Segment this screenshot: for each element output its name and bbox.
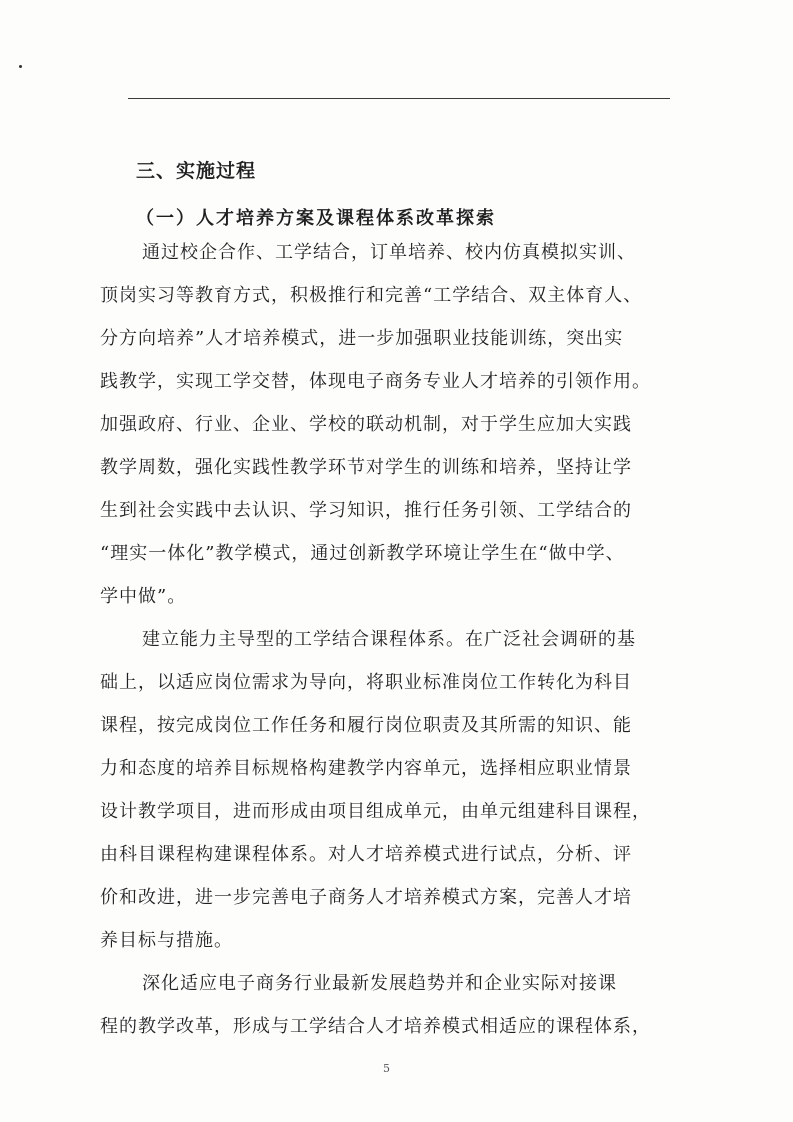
section-title: 三、实施过程 (136, 160, 257, 182)
paragraph-line: 课程，按完成岗位工作任务和履行岗位职责及其所需的知识、能 (100, 715, 632, 736)
paragraph-line: 力和态度的培养目标规格构建教学内容单元，选择相应职业情景 (100, 758, 632, 779)
paragraph-line: 程的教学改革，形成与工学结合人才培养模式相适应的课程体系， (100, 1016, 651, 1037)
page-number: 5 (383, 1062, 390, 1075)
paragraph-line: 学中做”。 (100, 586, 187, 607)
paragraph-line: 础上，以适应岗位需求为导向，将职业标准岗位工作转化为科目 (100, 672, 632, 693)
paragraph-line: 顶岗实习等教育方式，积极推行和完善“工学结合、双主体育人、 (100, 285, 643, 306)
paragraph-line: “理实一体化”教学模式，通过创新教学环境让学生在“做中学、 (100, 543, 625, 564)
paragraph-line: 加强政府、行业、企业、学校的联动机制，对于学生应加大实践 (100, 414, 632, 435)
paragraph-line: 建立能力主导型的工学结合课程体系。在广泛社会调研的基 (142, 629, 636, 650)
paragraph-line: 教学周数，强化实践性教学环节对学生的训练和培养，坚持让学 (100, 457, 632, 478)
paragraph-line: 践教学，实现工学交替，体现电子商务专业人才培养的引领作用。 (100, 371, 651, 392)
scan-speck (19, 65, 22, 68)
subsection-title: （一）人才培养方案及课程体系改革探索 (136, 208, 496, 229)
paragraph-line: 价和改进，进一步完善电子商务人才培养模式方案，完善人才培 (100, 887, 632, 908)
paragraph-line: 由科目课程构建课程体系。对人才培养模式进行试点，分析、评 (100, 844, 632, 865)
paragraph-line: 生到社会实践中去认识、学习知识，推行任务引领、工学结合的 (100, 500, 632, 521)
paragraph-line: 通过校企合作、工学结合，订单培养、校内仿真模拟实训、 (142, 242, 636, 263)
header-rule (128, 98, 670, 99)
paragraph-line: 深化适应电子商务行业最新发展趋势并和企业实际对接课 (142, 973, 617, 994)
paragraph-line: 设计教学项目，进而形成由项目组成单元，由单元组建科目课程， (100, 801, 651, 822)
paragraph-line: 养目标与措施。 (100, 930, 233, 951)
paragraph-line: 分方向培养”人才培养模式，进一步加强职业技能训练，突出实 (100, 328, 624, 349)
